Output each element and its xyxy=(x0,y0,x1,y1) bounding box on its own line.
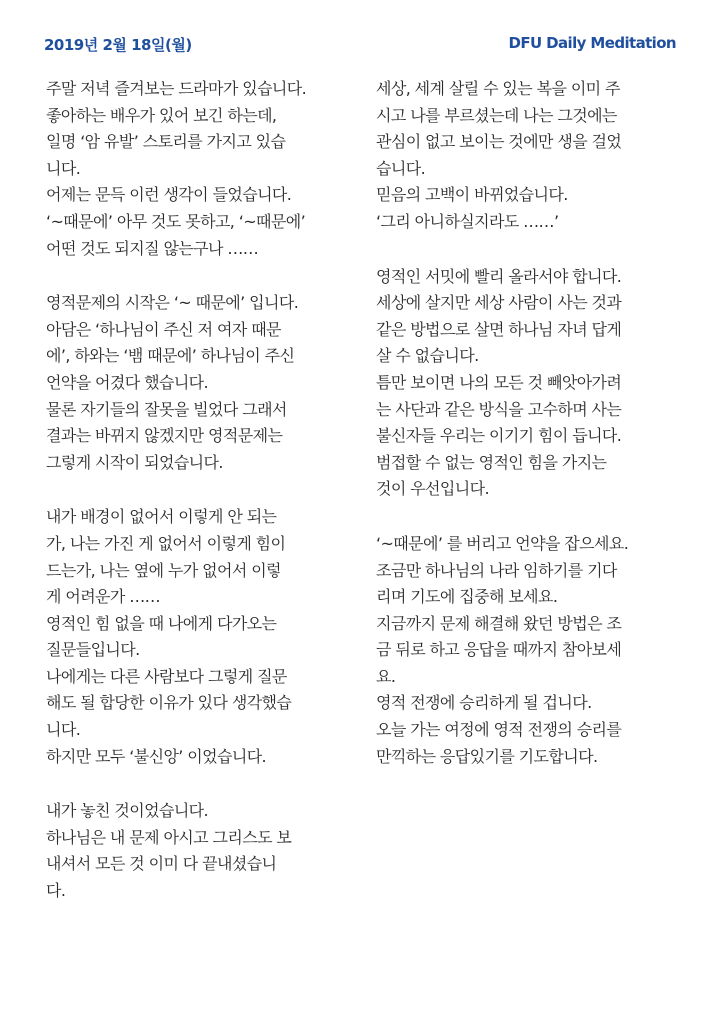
text-line: 관심이 없고 보이는 것에만 생을 걸었 xyxy=(376,132,622,152)
text-line: 만끽하는 응답있기를 기도합니다. xyxy=(376,746,598,766)
text-line: 내가 배경이 없어서 이렇게 안 되는 xyxy=(46,507,277,527)
text-line: 내가 놓친 것이었습니다. xyxy=(46,801,209,821)
paragraph xyxy=(46,290,351,476)
text-line: 습니다. xyxy=(376,158,426,178)
text-line: ‘그리 아니하실지라도 ……’ xyxy=(376,211,559,231)
text-line: 조금만 하나님의 나라 임하기를 기다 xyxy=(376,560,617,580)
brand-title: DFU Daily Meditation xyxy=(508,34,676,52)
text-line: 믿음의 고백이 바뀌었습니다. xyxy=(376,185,568,205)
text-line: 세상, 세계 살릴 수 있는 복을 이미 주 xyxy=(376,79,620,98)
text-line: 드는가, 나는 옆에 누가 없어서 이렇 xyxy=(46,560,281,580)
date-label: 2019년 2월 18일(월) xyxy=(44,36,192,54)
text-line: ‘~때문에’ 아무 것도 못하고, ‘~때문에’ xyxy=(46,211,306,231)
left-column xyxy=(46,76,351,933)
text-line: 물론 자기들의 잘못을 빌었다 그래서 xyxy=(46,399,287,419)
text-line: 게 어려운가 …… xyxy=(46,587,161,607)
text-line: 오늘 가는 여정에 영적 전쟁의 승리를 xyxy=(376,720,622,740)
text-line: 일명 ‘암 유발’ 스토리를 가지고 있습 xyxy=(46,132,286,152)
text-line: 그렇게 시작이 되었습니다. xyxy=(46,452,223,472)
text-line: 좋아하는 배우가 있어 보긴 하는데, xyxy=(46,105,277,125)
text-line: 살 수 없습니다. xyxy=(376,346,479,366)
text-line: 하나님은 내 문제 아시고 그리스도 보 xyxy=(46,827,292,847)
text-line: 하지만 모두 ‘불신앙’ 이었습니다. xyxy=(46,746,267,766)
text-line: 틈만 보이면 나의 모든 것 빼앗아가려 xyxy=(376,372,622,392)
text-line: 아담은 ‘하나님이 주신 저 여자 때문 xyxy=(46,319,281,339)
paragraph xyxy=(376,264,678,503)
text-line: 세상에 살지만 세상 사람이 사는 것과 xyxy=(376,293,622,313)
text-line: 니다. xyxy=(46,158,81,178)
text-line: 지금까지 문제 해결해 왔던 방법은 조 xyxy=(376,613,622,633)
text-line: 불신자들 우리는 이기기 힘이 듭니다. xyxy=(376,426,622,446)
text-line: 영적 전쟁에 승리하게 될 겁니다. xyxy=(376,693,592,713)
paragraph xyxy=(376,531,678,770)
text-line: 같은 방법으로 살면 하나님 자녀 답게 xyxy=(376,319,622,339)
page-header xyxy=(0,0,720,60)
text-line: 질문들입니다. xyxy=(46,640,140,660)
text-line: 결과는 바뀌지 않겠지만 영적문제는 xyxy=(46,426,283,446)
text-line: 어떤 것도 되지질 않는구나 …… xyxy=(46,238,259,258)
text-line: 금 뒤로 하고 응답을 때까지 참아보세 xyxy=(376,640,622,660)
paragraph xyxy=(376,76,678,236)
text-line: 다. xyxy=(46,881,66,901)
right-column xyxy=(376,76,678,798)
text-line: 것이 우선입니다. xyxy=(376,479,489,499)
text-line: 가, 나는 가진 게 없어서 이렇게 힘이 xyxy=(46,533,286,553)
text-line: ‘~때문에’ 를 버리고 언약을 잡으세요. xyxy=(376,533,629,553)
text-line: 시고 나를 부르셨는데 나는 그것에는 xyxy=(376,105,617,125)
text-line: 내셔서 모든 것 이미 다 끝내셨습니 xyxy=(46,854,277,874)
paragraph xyxy=(46,798,351,904)
text-line: 에’, 하와는 ‘뱀 때문에’ 하나님이 주신 xyxy=(46,346,295,366)
text-line: 범접할 수 없는 영적인 힘을 가지는 xyxy=(376,452,607,472)
text-line: 주말 저녁 즐겨보는 드라마가 있습니다. xyxy=(46,79,307,98)
text-line: 요. xyxy=(376,666,396,686)
text-line: 리며 기도에 집중해 보세요. xyxy=(376,587,558,607)
text-line: 영적인 힘 없을 때 나에게 다가오는 xyxy=(46,613,277,633)
paragraph xyxy=(46,76,351,262)
text-line: 니다. xyxy=(46,720,81,740)
text-line: 영적인 서밋에 빨리 올라서야 합니다. xyxy=(376,266,622,286)
text-line: 영적문제의 시작은 ‘~ 때문에’ 입니다. xyxy=(46,293,299,313)
text-line: 는 사단과 같은 방식을 고수하며 사는 xyxy=(376,399,622,419)
paragraph xyxy=(46,504,351,770)
text-line: 언약을 어겼다 했습니다. xyxy=(46,372,209,392)
text-line: 어제는 문득 이런 생각이 들었습니다. xyxy=(46,185,292,205)
text-line: 해도 될 합당한 이유가 있다 생각했습 xyxy=(46,693,292,713)
text-line: 나에게는 다른 사람보다 그렇게 질문 xyxy=(46,666,287,686)
